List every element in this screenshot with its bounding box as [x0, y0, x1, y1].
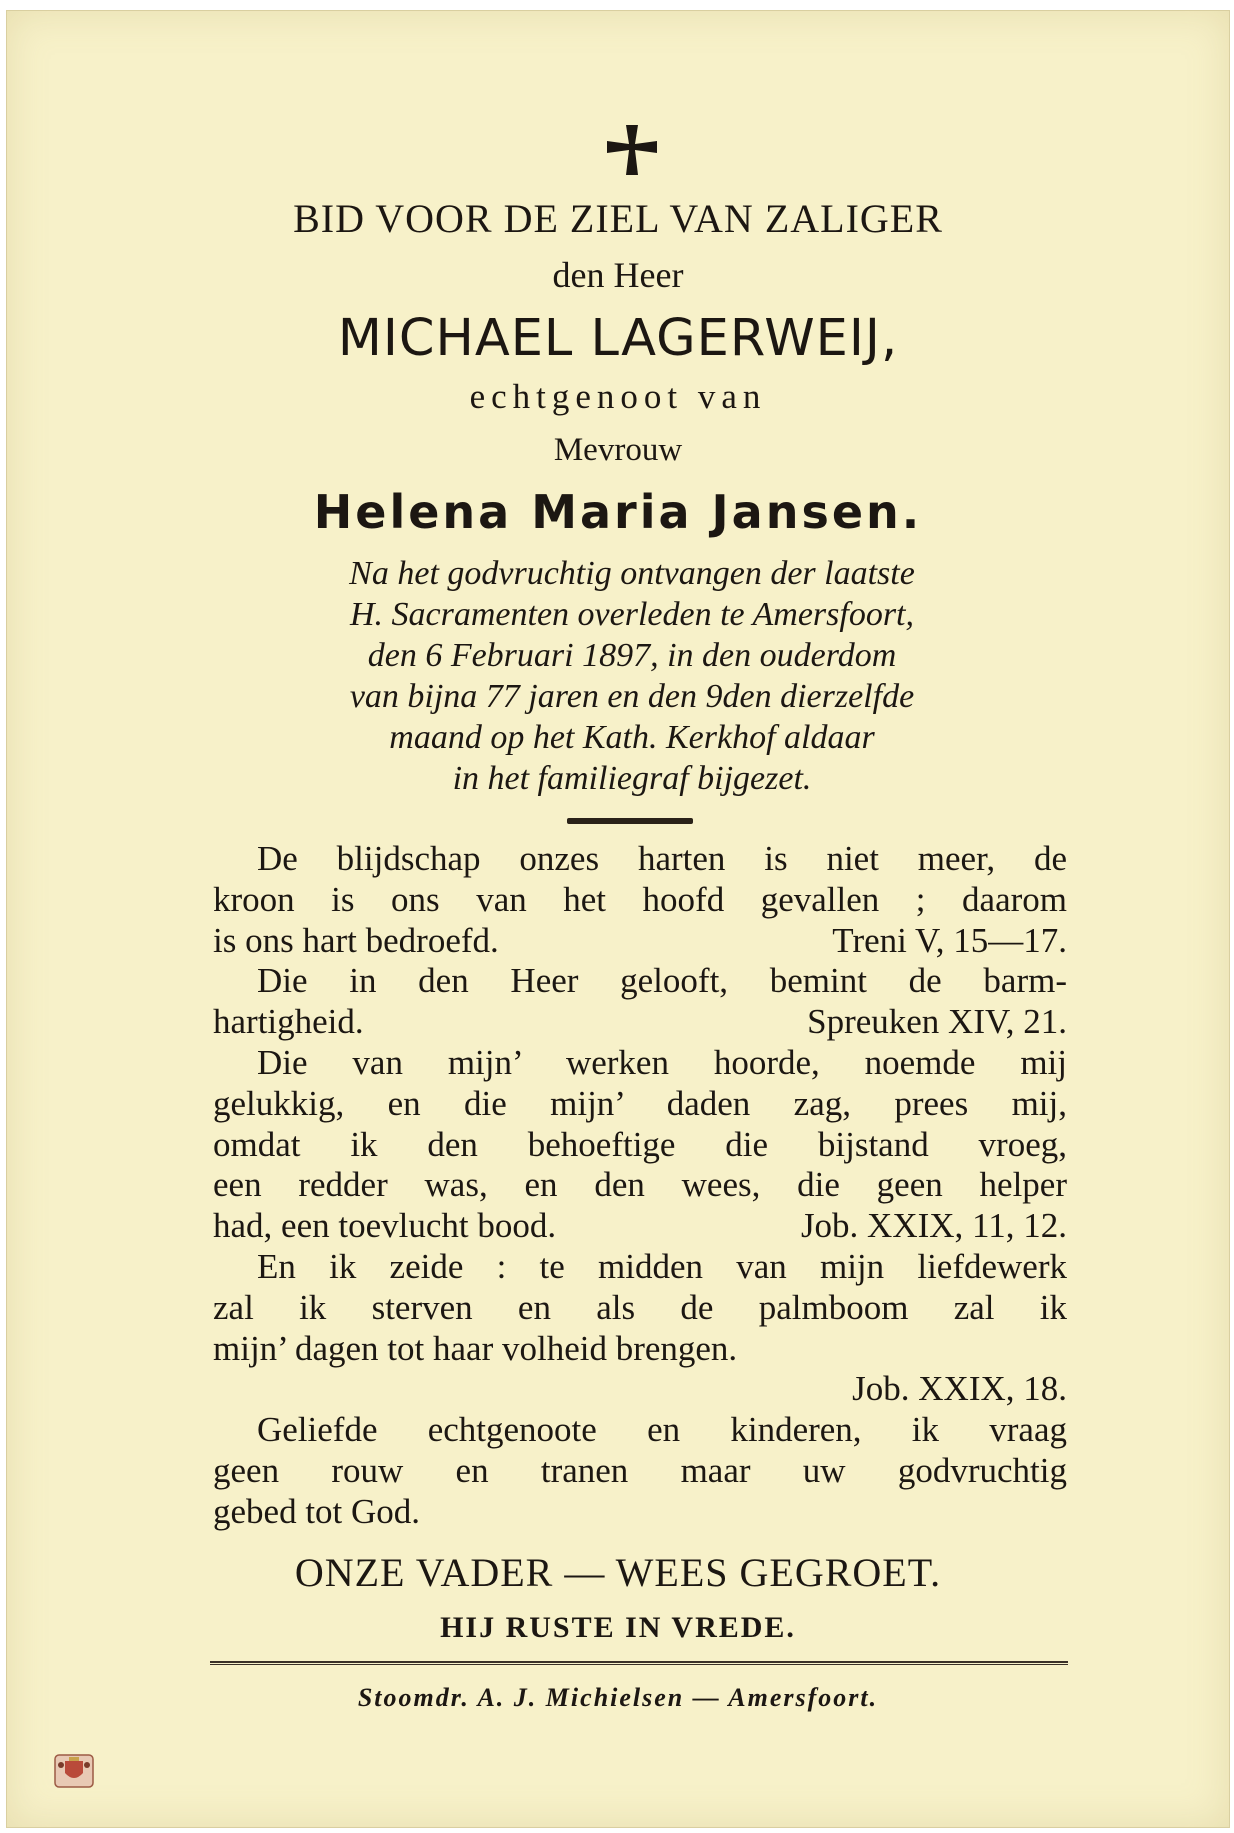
- relation-line: echtgenoot van: [469, 377, 767, 416]
- prayer-line: ONZE VADER — WEES GEGROET.: [294, 1550, 942, 1595]
- obituary-line: maand op het Kath. Kerkhof aldaar: [389, 719, 875, 756]
- obituary-line: in het familiegraf bijgezet.: [452, 760, 812, 797]
- footer-rule: [210, 1661, 1068, 1665]
- verse-line: mijn’ dagen tot haar volheid brengen.: [213, 1328, 738, 1368]
- verse-reference: Job. XXIX, 18.: [852, 1369, 1067, 1409]
- verse-line: De blijdschap onzes harten is niet meer, de: [257, 839, 1067, 878]
- verse-reference: Treni V, 15—17.: [832, 920, 1067, 960]
- obituary-line: H. Sacramenten overleden te Amersfoort,: [349, 596, 915, 633]
- obituary-line: Na het godvruchtig ontvangen der laatste: [349, 555, 915, 592]
- printer-credit: Stoomdr. A. J. Michielsen — Amersfoort.: [357, 1683, 879, 1712]
- memorial-card: [6, 10, 1230, 1828]
- verse-line: gelukkig, en die mijn’ daden zag, prees mij,: [213, 1083, 1067, 1123]
- rest-in-peace: HIJ RUSTE IN VREDE.: [440, 1611, 796, 1644]
- verse-line: [213, 1206, 1067, 1247]
- coat-of-arms-icon: [51, 1751, 97, 1791]
- verse-line: kroon is ons van het hoofd gevallen ; daarom: [213, 879, 1067, 919]
- verse-line: een redder was, en den wees, die geen helper: [213, 1165, 1067, 1205]
- obituary-text: [202, 553, 1062, 799]
- scripture-verses: [213, 839, 1067, 1533]
- verse-text: is ons hart bedroefd.: [213, 920, 499, 960]
- verse-line: gebed tot God.: [213, 1491, 421, 1531]
- obituary-line: den 6 Februari 1897, in den ouderdom: [367, 637, 897, 674]
- verse-text: hartigheid.: [213, 1002, 364, 1042]
- verse-line: Die in den Heer gelooft, bemint de barm-: [257, 961, 1067, 1001]
- verse-text: had, een toevlucht bood.: [213, 1206, 557, 1246]
- title-line: den Heer: [552, 255, 684, 295]
- deceased-name: MICHAEL LAGERWEIJ,: [337, 309, 899, 368]
- obituary-line: van bijna 77 jaren en den 9den dierzelfde: [349, 678, 915, 715]
- spouse-name: Helena Maria Jansen.: [313, 485, 923, 539]
- verse-line: En ik zeide : te midden van mijn liefdewerk: [257, 1246, 1067, 1286]
- cross-icon: [605, 123, 659, 177]
- verse-line: [213, 921, 1067, 962]
- verse-line: Geliefde echtgenoote en kinderen, ik vraag: [257, 1410, 1067, 1450]
- verse-line: [213, 1002, 1067, 1043]
- verse-reference: Spreuken XIV, 21.: [807, 1002, 1067, 1042]
- verse-line: omdat ik den behoeftige die bijstand vroeg,: [213, 1124, 1067, 1164]
- verse-line: zal ik sterven en als de palmboom zal ik: [213, 1287, 1067, 1327]
- verse-line: Die van mijn’ werken hoorde, noemde mij: [257, 1042, 1067, 1082]
- ornamental-rule: [567, 818, 693, 824]
- prayer-request-header: BID VOOR DE ZIEL VAN ZALIGER: [293, 196, 943, 241]
- verse-line: geen rouw en tranen maar uw godvruchtig: [213, 1450, 1067, 1490]
- verse-reference: Job. XXIX, 11, 12.: [800, 1206, 1067, 1246]
- mrs-line: Mevrouw: [553, 432, 683, 468]
